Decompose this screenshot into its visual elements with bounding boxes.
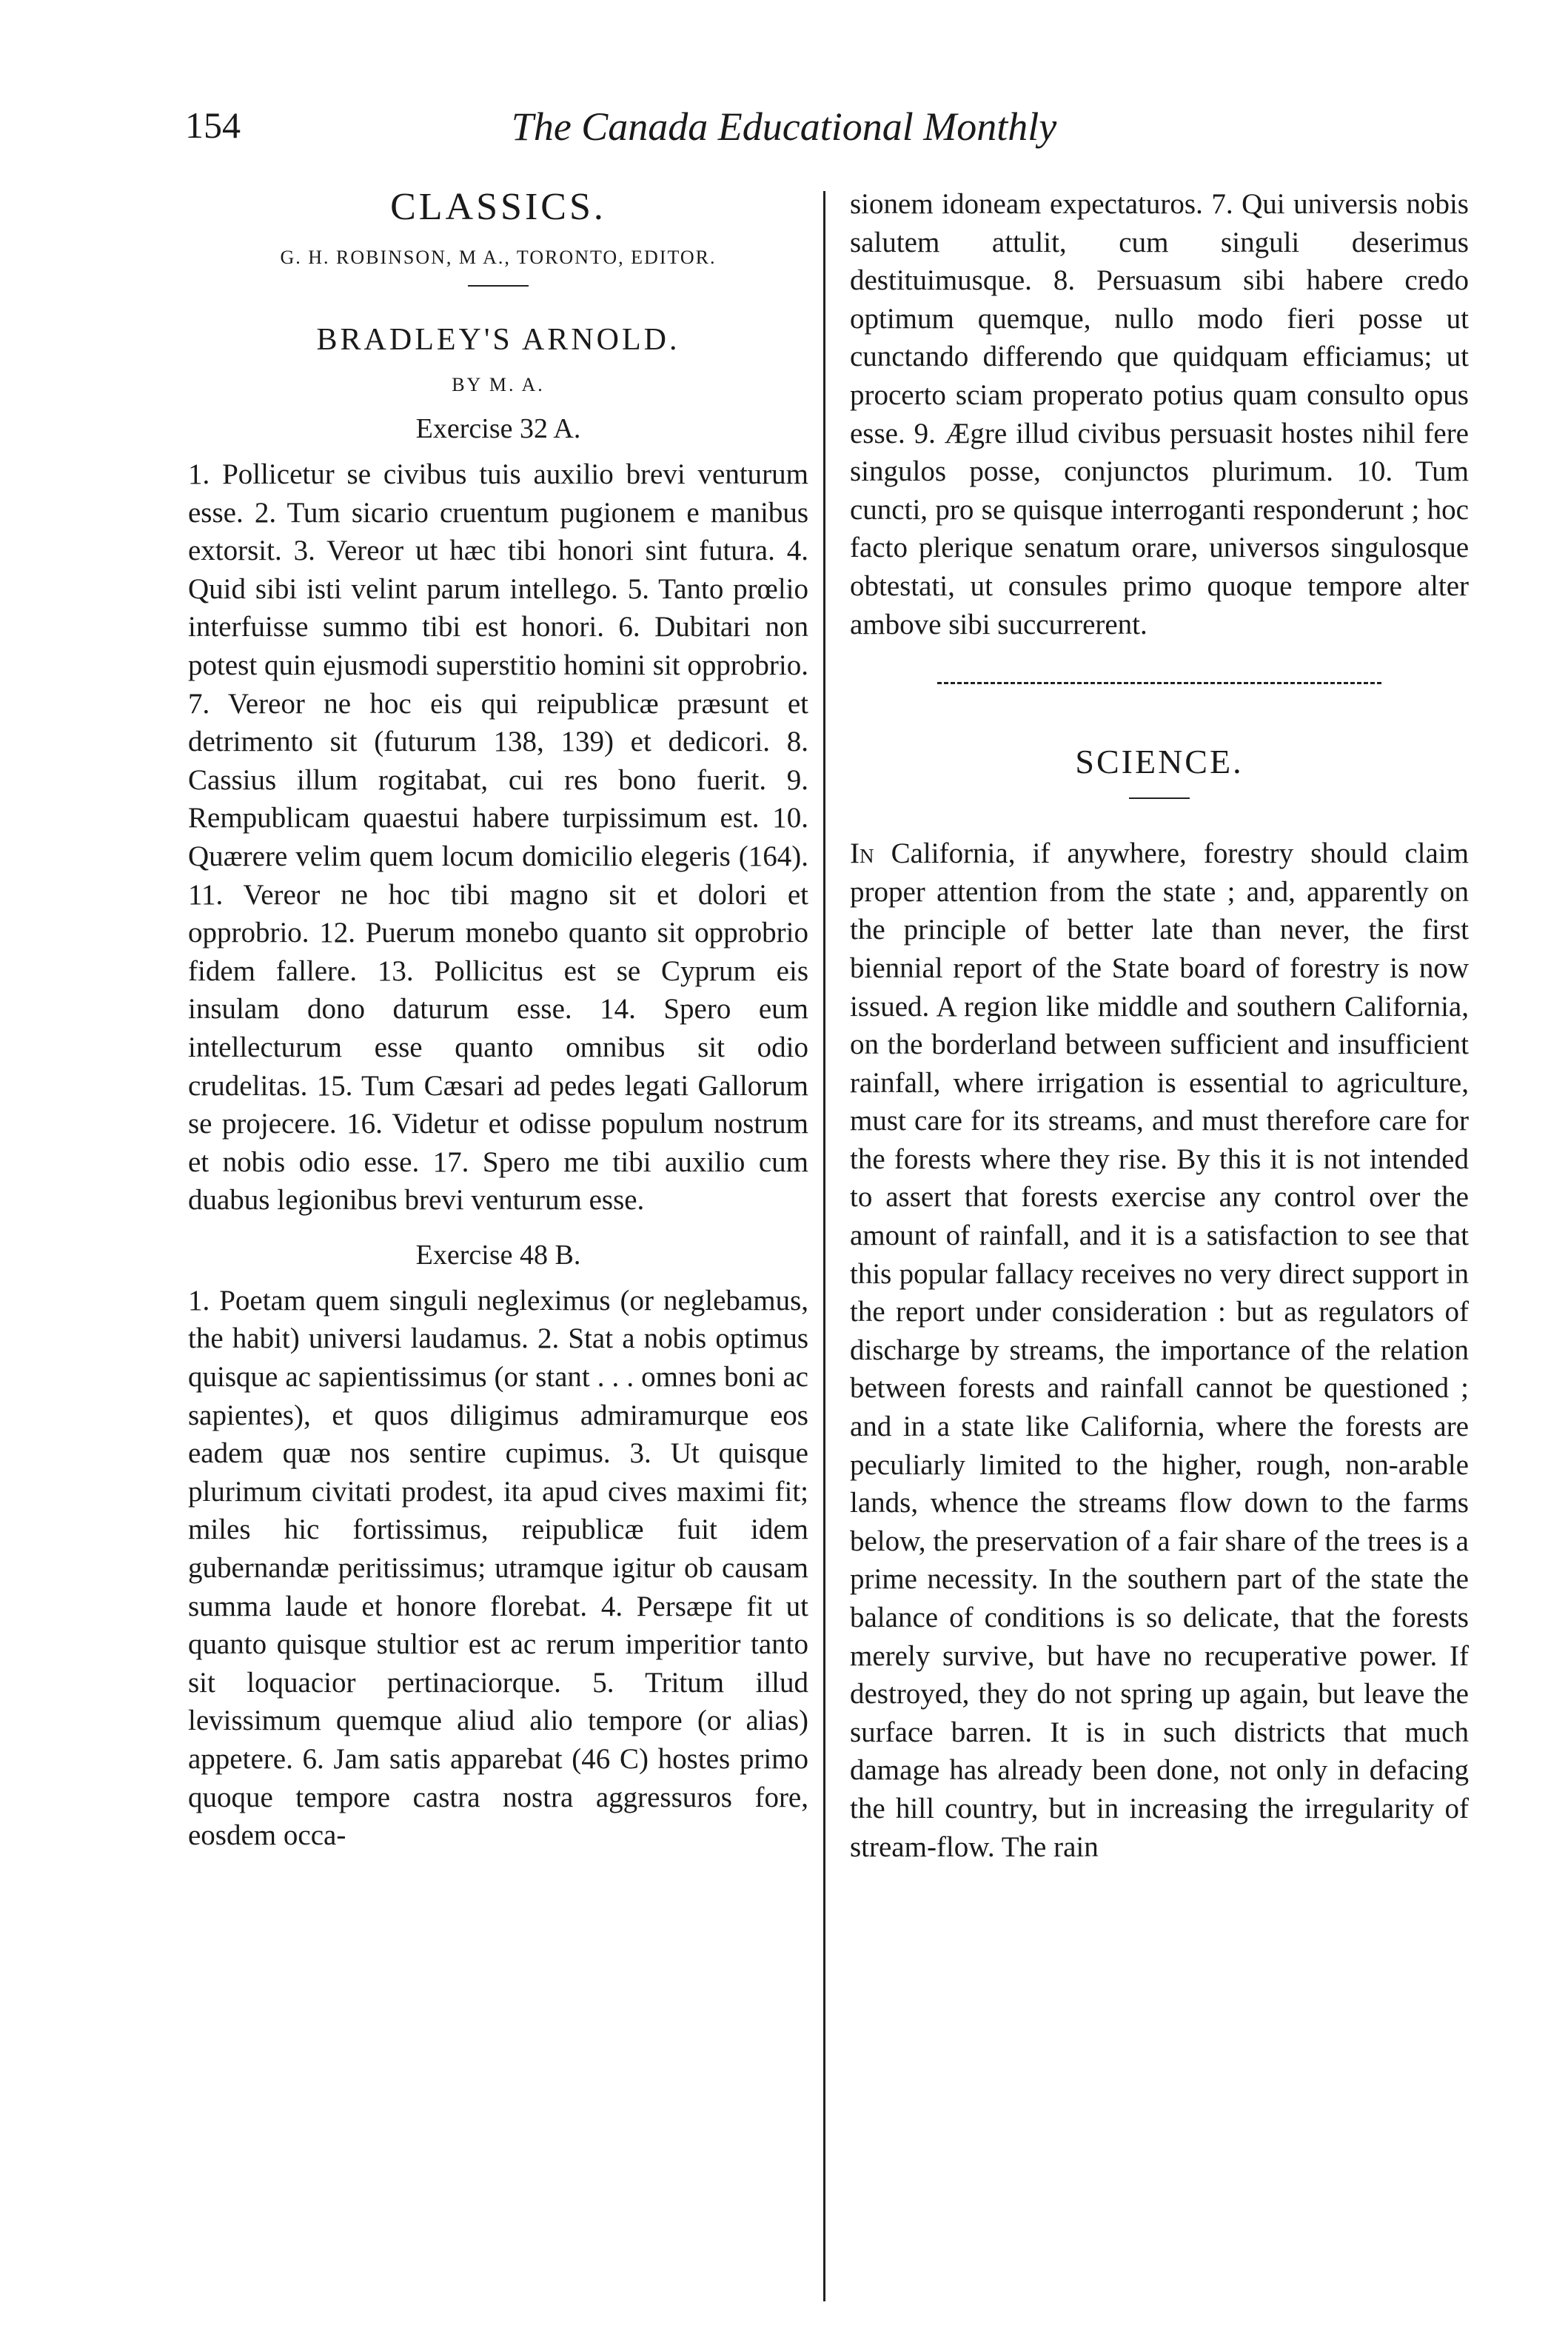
column-divider bbox=[823, 191, 825, 2301]
exercise-32a-heading: Exercise 32 A. bbox=[415, 413, 581, 444]
exercise-32a-text: 1. Pollicetur se civibus tuis auxilio brevi venturum esse. 2. Tum sicario cruentum pugionem e manibus extorsit. 3. Vereor ut hæc tibi honori sint futura. 4. Quid sibi isti velint parum intellego. 5. Tanto prœlio interfuisse summo tibi est honori. 6. Dubitari non potest quin ejusmodi superstitio homini sit opprobrio. 7. Vereor ne hoc eis qui reipublicæ præsunt et detrimento sit (futurum 138, 139) et dedicori. 8. Cassius illum rogitabat, cui res bono fuerit. 9. Rempublicam quaestui habere turpissimum est. 10. Quærere velim quem locum domicilio elegeris (164). 11. Vereor ne hoc tibi magno sit et dolori et opprobrio. 12. Puerum monebo quanto sit opprobrio fidem fallere. 13. Pollicitus est se Cyprum eis insulam dono daturum esse. 14. Spero eum intellecturum esse quanto omnibus sit odio crudelitas. 15. Tum Cæsari ad pedes legati Gallorum se projecere. 16. Videtur et odisse populum nostrum et nobis odio esse. 17. Spero me tibi auxilio cum duabus legionibus brevi venturum esse. bbox=[188, 458, 808, 1217]
exercise-48b-heading: Exercise 48 B. bbox=[415, 1239, 581, 1271]
section-separator bbox=[937, 682, 1381, 684]
article-byline: BY M. A. bbox=[452, 374, 545, 395]
running-title: The Canada Educational Monthly bbox=[511, 104, 1057, 149]
science-article-text bbox=[850, 834, 1469, 1866]
right-column bbox=[850, 185, 1469, 1879]
exercise-48b-text-left: 1. Poetam quem singuli negleximus (or neglebamus, the habit) universi laudamus. 2. Stat a nobis optimus quisque ac sapientissimus (or stant . . . omnes boni ac sapientes), et quos diligimus admiramurque eos eadem quæ nos sentire cupimus. 3. Ut quisque plurimum civitati prodest, ita apud cives maximi fit; miles hic fortissimus, reipublicæ fuit idem gubernandæ peritissimus; utramque igitur ob causam summa laude et honore florebat. 4. Persæpe fit ut quanto quisque stultior est ac rerum imperitior tanto sit loquacior pertinaciorque. 5. Tritum illud levissimum quemque aliud alio tempore (or alias) appetere. 6. Jam satis apparebat (46 C) hostes primo quoque tempore castra nostra aggressuros fore, eosdem occa- bbox=[188, 1284, 808, 1852]
science-section-title: SCIENCE. bbox=[1075, 743, 1244, 781]
page-number: 154 bbox=[185, 104, 241, 146]
page-header bbox=[0, 104, 1568, 163]
science-lead-word: In bbox=[850, 837, 874, 870]
short-rule bbox=[468, 285, 529, 287]
left-column bbox=[188, 185, 808, 1868]
classics-section-title: CLASSICS. bbox=[390, 186, 606, 228]
science-body: California, if anywhere, forestry should claim proper attention from the state ; and, apparently on the principle of better late than never, the first biennial report of the State board of forestry is now issued. A region like middle and southern California, on the borderland between sufficient and insufficient rainfall, where irrigation is essential to agriculture, must care for its streams, and must therefore care for the forests where they rise. By this it is not intended to assert that forests exercise any control over the amount of rainfall, and it is a satisfaction to see that this popular fallacy receives no very direct support in the report under consideration : but as regulators of discharge by streams, the importance of the relation between forests and rainfall cannot be questioned ; and in a state like California, where the forests are peculiarly limited to the higher, rough, non-arable lands, whence the streams flow down to the farms below, the preservation of a fair share of the trees is a prime necessity. In the southern part of the state the balance of conditions is so delicate, that the forests merely survive, but have no recuperative power. If destroyed, they do not spring up again, but leave the surface barren. It is in such districts that much damage has already been done, not only in defacing the hill country, but in increasing the irregularity of stream-flow. The rain bbox=[850, 837, 1469, 1863]
article-title: BRADLEY'S ARNOLD. bbox=[316, 323, 680, 357]
short-rule-science bbox=[1129, 797, 1190, 799]
exercise-48b-text-right: sionem idoneam expectaturos. 7. Qui universis nobis salutem attulit, cum singuli deserimus destituimusque. 8. Persuasum sibi habere credo optimum quemque, nullo modo fieri posse ut cunctando differendo que quidquam efficiamus; ut procerto sciam properato potius quam consulto opus esse. 9. Ægre illud civibus persuasit hostes nihil fere singulos posse, conjunctos plurimum. 10. Tum cuncti, pro se quisque interroganti responderunt ; hoc facto plerique senatum orare, universos singulosque obtestati, ut consules primo quoque tempore alter ambove sibi succurrerent. bbox=[850, 188, 1469, 640]
classics-editor-line: G. H. ROBINSON, M A., TORONTO, EDITOR. bbox=[280, 247, 717, 268]
